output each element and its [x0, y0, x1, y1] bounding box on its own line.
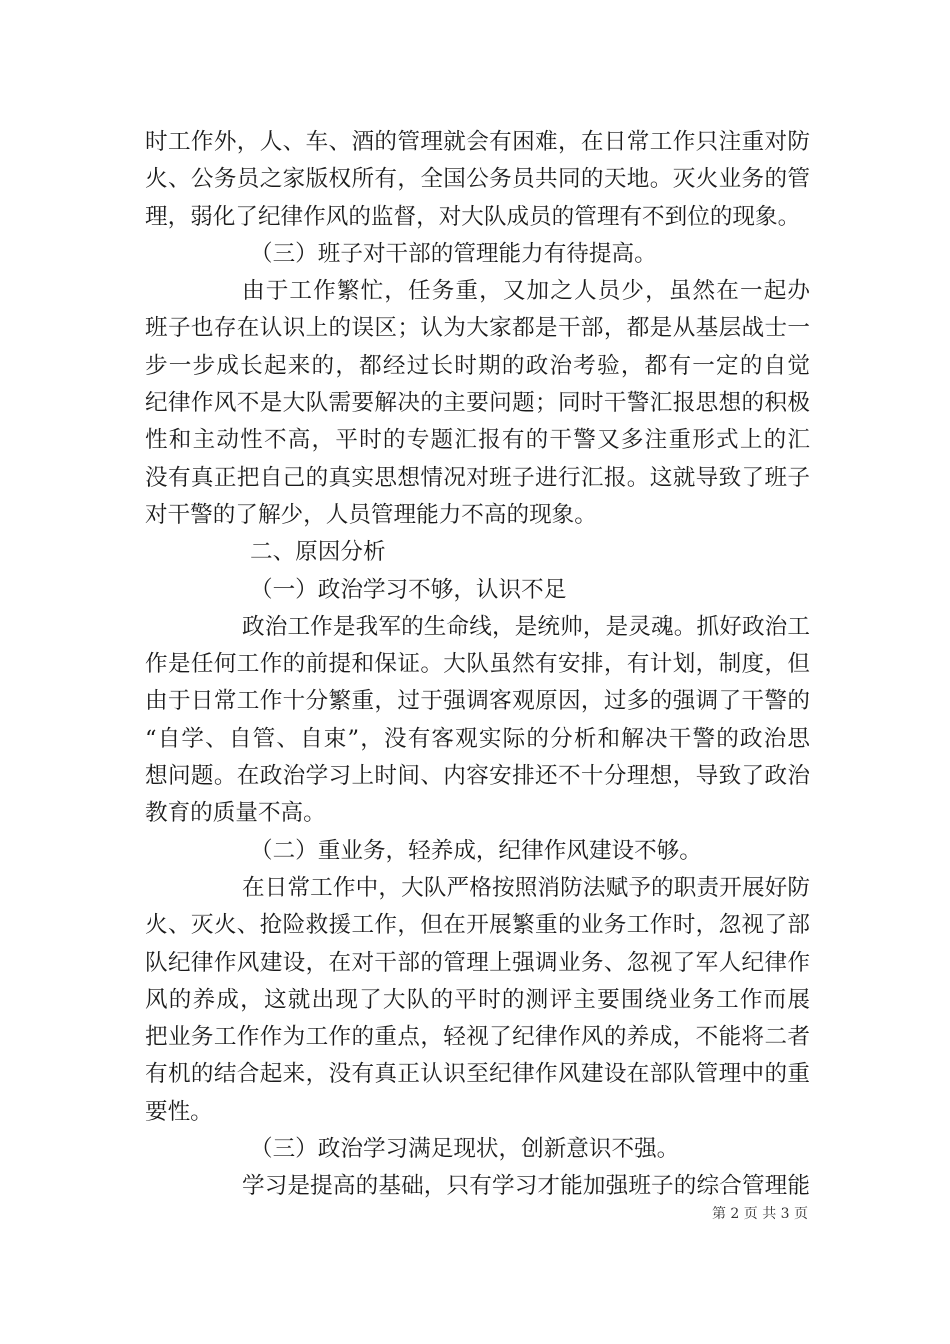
page-number: 第 2 页 共 3 页	[711, 1206, 809, 1222]
page-footer	[0, 1203, 950, 1223]
text-line: 理，弱化了纪律作风的监督，对大队成员的管理有不到位的现象。	[145, 203, 801, 230]
text-line: 对干警的了解少，人员管理能力不高的现象。	[145, 501, 597, 528]
text-line: 政治工作是我军的生命线，是统帅，是灵魂。抓好政治工	[242, 613, 810, 640]
text-line: 时工作外，人、车、酒的管理就会有困难，在日常工作只注重对防	[145, 129, 810, 155]
text-line: “自学、自管、自束”，没有客观实际的分析和解决干警的政治思	[145, 725, 810, 752]
text-line: 把业务工作作为工作的重点，轻视了纪律作风的养成，不能将二者	[145, 1024, 810, 1051]
text-line: 在日常工作中，大队严格按照消防法赋予的职责开展好防	[242, 874, 810, 901]
section-heading: （三）政治学习满足现状，创新意识不强。	[250, 1136, 680, 1163]
text-line: 班子也存在认识上的误区；认为大家都是干部，都是从基层战士一	[145, 315, 810, 342]
text-line: 学习是提高的基础，只有学习才能加强班子的综合管理能	[242, 1173, 810, 1200]
text-line: 性和主动性不高，平时的专题汇报有的干警又多注重形式上的汇	[145, 427, 810, 454]
text-line: 想问题。在政治学习上时间、内容安排还不十分理想，导致了政治	[145, 763, 810, 790]
section-heading: （二）重业务，轻养成，纪律作风建设不够。	[250, 837, 702, 864]
section-heading: （三）班子对干部的管理能力有待提高。	[250, 240, 657, 267]
text-line: 队纪律作风建设，在对干部的管理上强调业务、忽视了军人纪律作	[145, 949, 810, 976]
text-line: 火、公务员之家版权所有，全国公务员共同的天地。灭火业务的管	[145, 166, 810, 193]
text-line: 有机的结合起来，没有真正认识至纪律作风建设在部队管理中的重	[145, 1061, 810, 1088]
text-line: 纪律作风不是大队需要解决的主要问题；同时干警汇报思想的积极	[145, 390, 810, 417]
text-line: 没有真正把自己的真实思想情况对班子进行汇报。这就导致了班子	[145, 464, 810, 491]
text-line: 步一步成长起来的，都经过长时期的政治考验，都有一定的自觉	[145, 352, 810, 379]
section-heading: 二、原因分析	[250, 539, 386, 566]
text-line: 火、灭火、抢险救援工作，但在开展繁重的业务工作时，忽视了部	[145, 912, 810, 939]
text-line: 教育的质量不高。	[145, 800, 326, 827]
text-line: 由于日常工作十分繁重，过于强调客观原因，过多的强调了干警的	[145, 688, 810, 715]
text-line: 由于工作繁忙，任务重，又加之人员少，虽然在一起办	[242, 278, 810, 305]
document-body	[145, 124, 810, 1206]
text-line: 风的养成，这就出现了大队的平时的测评主要围绕业务工作而展	[145, 986, 810, 1013]
text-line: 作是任何工作的前提和保证。大队虽然有安排，有计划，制度，但	[145, 651, 810, 678]
section-heading: （一）政治学习不够，认识不足	[250, 576, 567, 603]
text-line: 要性。	[145, 1098, 213, 1125]
